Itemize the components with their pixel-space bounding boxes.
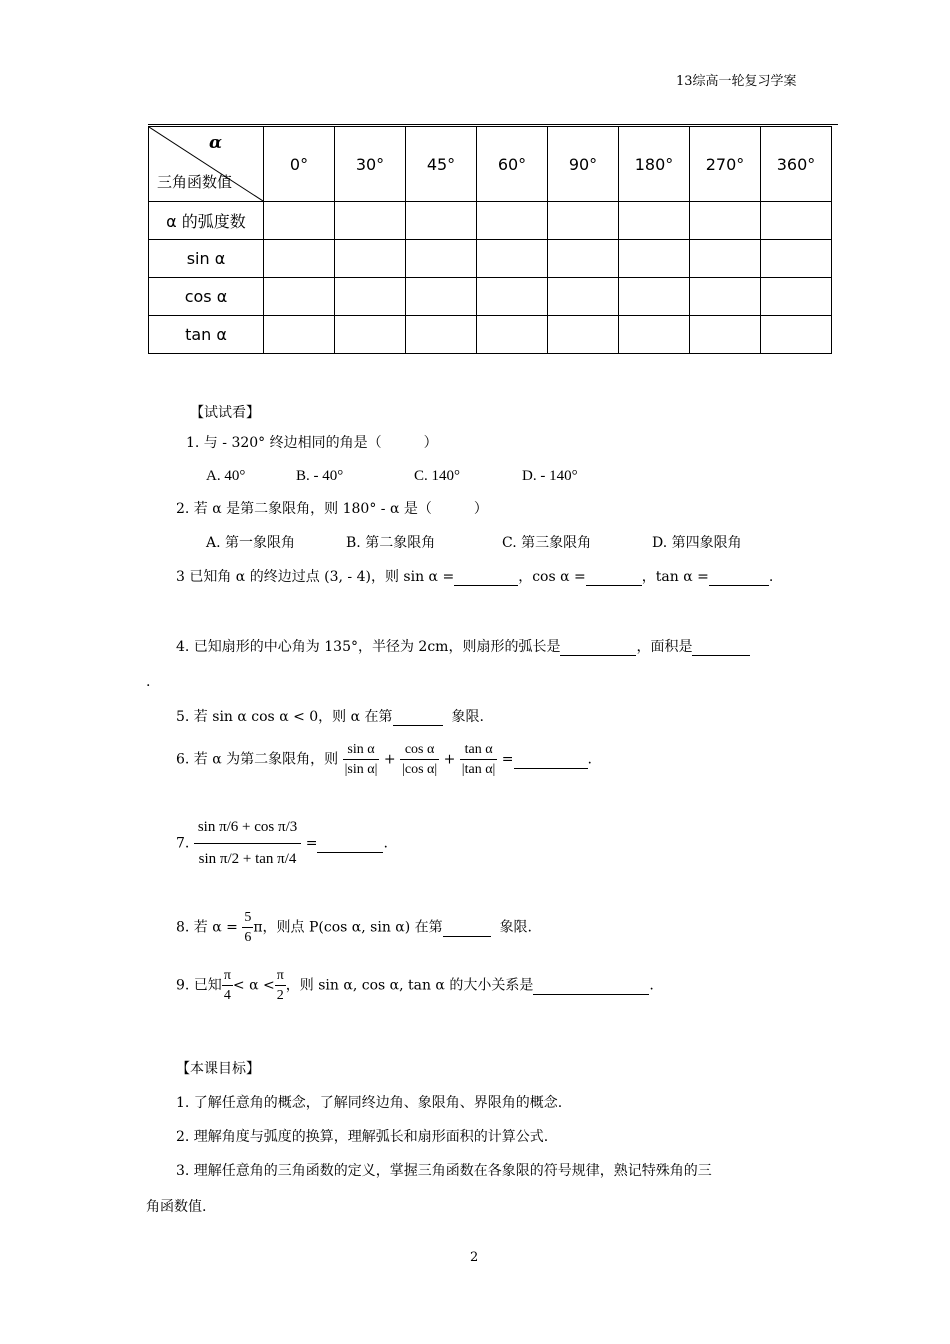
q5-blank[interactable] <box>393 709 443 726</box>
angle-header: 60° <box>477 127 548 202</box>
q8-text-b: π，则点 P(cos α, sin α) 在第 <box>253 919 443 936</box>
q7-fraction <box>194 812 301 875</box>
question-8 <box>176 908 532 947</box>
q8-num: 5 <box>242 908 253 928</box>
table-cell[interactable] <box>619 240 690 278</box>
table-cell[interactable] <box>335 240 406 278</box>
table-cell[interactable] <box>477 316 548 354</box>
angle-header: 30° <box>335 127 406 202</box>
angle-header: 180° <box>619 127 690 202</box>
header-rule <box>148 124 838 125</box>
q9-text-a: 9. 已知 <box>176 977 222 994</box>
q9-den-1: 4 <box>223 988 231 1003</box>
table-row <box>149 278 832 316</box>
angle-header: 270° <box>690 127 761 202</box>
q9-fraction-2 <box>275 966 286 1005</box>
angle-header: 360° <box>761 127 832 202</box>
table-cell[interactable] <box>477 240 548 278</box>
q8-blank[interactable] <box>443 920 491 937</box>
goal-item: 1. 了解任意角的概念，了解同终边角、象限角、界限角的概念. <box>176 1095 563 1111</box>
q9-text-b: ，则 sin α, cos α, tan α 的大小关系是 <box>285 977 534 994</box>
q2-option-c[interactable]: C. 第三象限角 <box>502 535 592 551</box>
table-cell[interactable] <box>761 240 832 278</box>
table-cell[interactable] <box>761 202 832 240</box>
q4-blank-area[interactable] <box>692 639 750 656</box>
q6-num-2: cos α <box>400 740 439 760</box>
q7-equals: = <box>305 835 318 852</box>
q4-blank-arc[interactable] <box>560 639 636 656</box>
q7-blank[interactable] <box>317 836 383 853</box>
q4-end: . <box>146 674 151 690</box>
row-label-cos: cos α <box>149 278 264 316</box>
question-3 <box>176 566 773 586</box>
table-cell[interactable] <box>690 278 761 316</box>
q9-num-1: π <box>222 966 233 986</box>
question-4 <box>176 636 750 656</box>
table-cell[interactable] <box>619 316 690 354</box>
question-1: 1. 与 - 320° 终边相同的角是（ ） <box>186 435 438 451</box>
table-cell[interactable] <box>619 202 690 240</box>
table-cell[interactable] <box>406 278 477 316</box>
angle-header: 45° <box>406 127 477 202</box>
question-2: 2. 若 α 是第二象限角，则 180° - α 是（ ） <box>176 501 488 517</box>
q1-option-c[interactable]: C. 140° <box>414 468 461 484</box>
q4-text-a: 4. 已知扇形的中心角为 135°，半径为 2cm，则扇形的弧长是 <box>176 639 561 655</box>
table-cell[interactable] <box>264 240 335 278</box>
q9-inequality: < α < <box>232 977 275 994</box>
page-header: 13综高一轮复习学案 <box>676 74 797 89</box>
question-7 <box>176 812 388 875</box>
table-cell[interactable] <box>690 202 761 240</box>
question-6: 6. 若 α 为第二象限角，则 $\frac{\text{sin α}}{\text{|sin α|}}$ + $\frac{\text{cos α}}{\text{|cos α|}}$ + $\frac{\text{tan α}}{\text{|tan α|}}$ = . <box>176 742 592 777</box>
table-cell[interactable] <box>548 316 619 354</box>
q6-fraction-tan <box>460 740 498 779</box>
q3-blank-tan[interactable] <box>709 569 769 586</box>
q6-den-2: |cos α| <box>402 762 438 777</box>
q9-den-2: 2 <box>276 988 284 1003</box>
q7-end: . <box>383 835 388 852</box>
corner-label: 三角函数值 <box>157 173 233 191</box>
row-label-sin: sin α <box>149 240 264 278</box>
table-corner-cell <box>149 127 264 202</box>
table-cell[interactable] <box>406 316 477 354</box>
goal-item: 2. 理解角度与弧度的换算，理解弧长和扇形面积的计算公式. <box>176 1129 549 1145</box>
q9-fraction-1 <box>222 966 233 1005</box>
q6-fraction-sin <box>343 740 380 779</box>
row-label-tan: tan α <box>149 316 264 354</box>
table-cell[interactable] <box>548 202 619 240</box>
goal-item: 3. 理解任意角的三角函数的定义，掌握三角函数在各象限的符号规律，熟记特殊角的三 <box>176 1163 712 1179</box>
q2-option-a[interactable]: A. 第一象限角 <box>206 535 296 551</box>
q3-blank-sin[interactable] <box>454 569 518 586</box>
table-cell[interactable] <box>548 278 619 316</box>
trig-value-table <box>148 126 832 354</box>
q1-option-d[interactable]: D. - 140° <box>522 468 578 484</box>
table-cell[interactable] <box>264 316 335 354</box>
q8-den: 6 <box>244 930 252 945</box>
q6-num-3: tan α <box>460 740 498 760</box>
question-9 <box>176 966 654 1005</box>
row-label-radian: α 的弧度数 <box>149 202 264 240</box>
q8-text-a: 8. 若 α = <box>176 919 238 936</box>
q4-text-b: ，面积是 <box>636 639 693 655</box>
table-cell[interactable] <box>477 278 548 316</box>
question-5 <box>176 706 484 726</box>
table-cell[interactable] <box>264 278 335 316</box>
try-heading: 【试试看】 <box>190 405 260 421</box>
angle-header: 90° <box>548 127 619 202</box>
q7-denominator: sin π/2 + tan π/4 <box>198 851 297 867</box>
q6-end: . <box>587 751 592 768</box>
alpha-symbol: α <box>209 133 223 153</box>
q9-blank[interactable] <box>533 978 649 995</box>
q3-text-b: ，cos α = <box>518 569 586 585</box>
table-row <box>149 316 832 354</box>
table-cell[interactable] <box>690 316 761 354</box>
table-cell[interactable] <box>477 202 548 240</box>
q3-end: . <box>768 569 774 585</box>
q6-fraction-cos <box>400 740 439 779</box>
q6-den-3: |tan α| <box>461 762 496 777</box>
table-cell[interactable] <box>335 316 406 354</box>
table-cell[interactable] <box>406 202 477 240</box>
q2-option-d[interactable]: D. 第四象限角 <box>652 535 742 551</box>
q3-blank-cos[interactable] <box>586 569 642 586</box>
q7-number: 7. <box>176 835 190 852</box>
q6-blank[interactable] <box>514 752 588 769</box>
table-cell[interactable] <box>264 202 335 240</box>
q6-den-1: |sin α| <box>344 762 378 777</box>
page-number: 2 <box>470 1250 479 1265</box>
table-cell[interactable] <box>406 240 477 278</box>
table-row <box>149 240 832 278</box>
q2-option-b[interactable]: B. 第二象限角 <box>346 535 436 551</box>
table-header-row <box>149 127 832 202</box>
q3-text-c: ，tan α = <box>641 569 709 585</box>
angle-header: 0° <box>264 127 335 202</box>
table-cell[interactable] <box>690 240 761 278</box>
q5-text-b: 象限. <box>451 709 484 725</box>
q9-end: . <box>649 977 654 994</box>
table-cell[interactable] <box>548 240 619 278</box>
q1-option-a[interactable]: A. 40° <box>206 468 246 484</box>
q8-text-c: 象限. <box>499 919 533 936</box>
q7-numerator: sin π/6 + cos π/3 <box>194 812 301 844</box>
q5-text-a: 5. 若 sin α cos α < 0，则 α 在第 <box>176 709 393 725</box>
table-row <box>149 202 832 240</box>
table-cell[interactable] <box>335 278 406 316</box>
q8-fraction <box>242 908 253 947</box>
q9-num-2: π <box>275 966 286 986</box>
q6-equals: = <box>501 751 514 768</box>
table-cell[interactable] <box>619 278 690 316</box>
q6-text-a: 6. 若 α 为第二象限角，则 <box>176 751 339 768</box>
goals-heading: 【本课目标】 <box>176 1061 260 1077</box>
q3-text-a: 3 已知角 α 的终边过点 (3, - 4)，则 sin α = <box>176 569 455 585</box>
goal-item: 角函数值. <box>146 1199 207 1215</box>
table-cell[interactable] <box>335 202 406 240</box>
table-cell[interactable] <box>761 316 832 354</box>
q6-num-1: sin α <box>343 740 380 760</box>
table-cell[interactable] <box>761 278 832 316</box>
q1-option-b[interactable]: B. - 40° <box>296 468 344 484</box>
